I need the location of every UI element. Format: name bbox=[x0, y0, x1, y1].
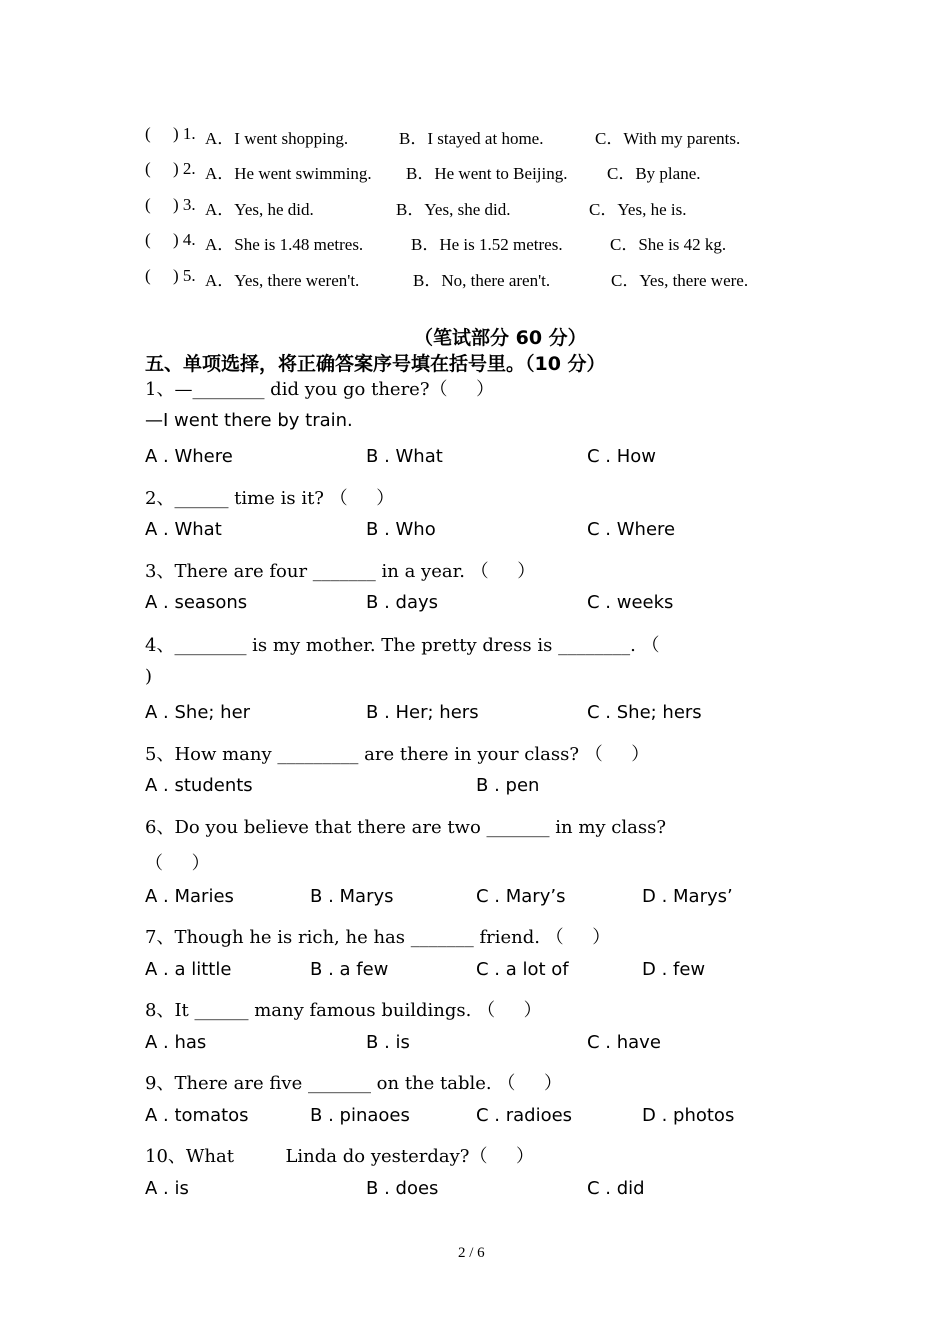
answer-paren-open: ( bbox=[145, 195, 151, 214]
option-c: C . radioes bbox=[476, 1105, 573, 1126]
option-b: B . Who bbox=[366, 519, 436, 540]
option-a: A．I went shopping. bbox=[205, 129, 349, 148]
option-a: A．Yes, he did. bbox=[205, 200, 314, 219]
option-b: B．He went to Beijing. bbox=[406, 164, 568, 183]
option-a: A . Where bbox=[145, 446, 233, 467]
option-b: B . Marys bbox=[310, 886, 394, 907]
option-b: B．No, there aren't. bbox=[413, 271, 551, 290]
option-a: A . She; her bbox=[145, 702, 251, 723]
option-c: C . did bbox=[587, 1178, 645, 1199]
question-text: 9、There are five _______ on the table. （ ） bbox=[145, 1073, 562, 1094]
question-text: 6、Do you believe that there are two _______ in my class? bbox=[145, 817, 666, 838]
option-a: A . What bbox=[145, 519, 222, 540]
option-b: B．I stayed at home. bbox=[399, 129, 544, 148]
option-c: C . How bbox=[587, 446, 657, 467]
answer-paren-open: ( bbox=[145, 124, 151, 143]
page-number: 2 / 6 bbox=[458, 1245, 485, 1261]
option-a: A．Yes, there weren't. bbox=[205, 271, 360, 290]
option-c: C . She; hers bbox=[587, 702, 702, 723]
question-text-cont: —I went there by train. bbox=[145, 410, 353, 431]
option-c: C . Where bbox=[587, 519, 676, 540]
option-b: B . pen bbox=[476, 775, 540, 796]
question-number: ) 1. bbox=[173, 124, 196, 143]
option-a: A . tomatos bbox=[145, 1105, 249, 1126]
option-a: A . Maries bbox=[145, 886, 234, 907]
question-number: ) 5. bbox=[173, 266, 196, 285]
question-text-cont: （ ） bbox=[145, 853, 210, 874]
section-title: 五、单项选择，将正确答案序号填在括号里。（10 分） bbox=[145, 353, 606, 375]
question-text: 3、There are four _______ in a year. （ ） bbox=[145, 561, 536, 582]
option-b: B . days bbox=[366, 592, 438, 613]
option-d: D . photos bbox=[642, 1105, 735, 1126]
option-c: C．With my parents. bbox=[595, 129, 741, 148]
question-number: ) 4. bbox=[173, 230, 196, 249]
answer-paren-open: ( bbox=[145, 230, 151, 249]
answer-paren-open: ( bbox=[145, 266, 151, 285]
option-d: D . few bbox=[642, 959, 706, 980]
option-d: D . Marys’ bbox=[642, 886, 733, 907]
option-a: A . a little bbox=[145, 959, 232, 980]
option-a: A . seasons bbox=[145, 592, 248, 613]
question-text-cont: ) bbox=[145, 666, 153, 687]
option-c: C．Yes, there were. bbox=[611, 271, 749, 290]
option-a: A．She is 1.48 metres. bbox=[205, 235, 364, 254]
question-text: 10、What Linda do yesterday?（ ） bbox=[145, 1146, 535, 1167]
option-b: B . What bbox=[366, 446, 443, 467]
option-c: C . weeks bbox=[587, 592, 674, 613]
option-c: C．By plane. bbox=[607, 164, 701, 183]
option-a: A . students bbox=[145, 775, 253, 796]
question-number: ) 3. bbox=[173, 195, 196, 214]
question-text: 7、Though he is rich, he has _______ friend. （ ） bbox=[145, 927, 611, 948]
option-a: A . is bbox=[145, 1178, 189, 1199]
option-b: B . is bbox=[366, 1032, 410, 1053]
question-text: 5、How many _________ are there in your class? （ ） bbox=[145, 744, 650, 765]
question-text: 8、It ______ many famous buildings. （ ） bbox=[145, 1000, 542, 1021]
option-b: B．Yes, she did. bbox=[396, 200, 511, 219]
option-a: A．He went swimming. bbox=[205, 164, 372, 183]
option-b: B . Her; hers bbox=[366, 702, 479, 723]
option-c: C . have bbox=[587, 1032, 661, 1053]
answer-paren-open: ( bbox=[145, 159, 151, 178]
question-text: 4、________ is my mother. The pretty dress is ________. （ bbox=[145, 635, 660, 656]
question-text: 1、—________ did you go there?（ ） bbox=[145, 379, 495, 400]
written-part-header: （笔试部分 60 分） bbox=[414, 327, 587, 349]
question-text: 2、______ time is it? （ ） bbox=[145, 488, 395, 509]
option-b: B . a few bbox=[310, 959, 389, 980]
option-b: B . does bbox=[366, 1178, 439, 1199]
option-b: B . pinaoes bbox=[310, 1105, 410, 1126]
option-c: C . Mary’s bbox=[476, 886, 566, 907]
question-number: ) 2. bbox=[173, 159, 196, 178]
option-b: B．He is 1.52 metres. bbox=[411, 235, 563, 254]
option-c: C．She is 42 kg. bbox=[610, 235, 727, 254]
option-c: C．Yes, he is. bbox=[589, 200, 687, 219]
option-a: A . has bbox=[145, 1032, 207, 1053]
option-c: C . a lot of bbox=[476, 959, 569, 980]
